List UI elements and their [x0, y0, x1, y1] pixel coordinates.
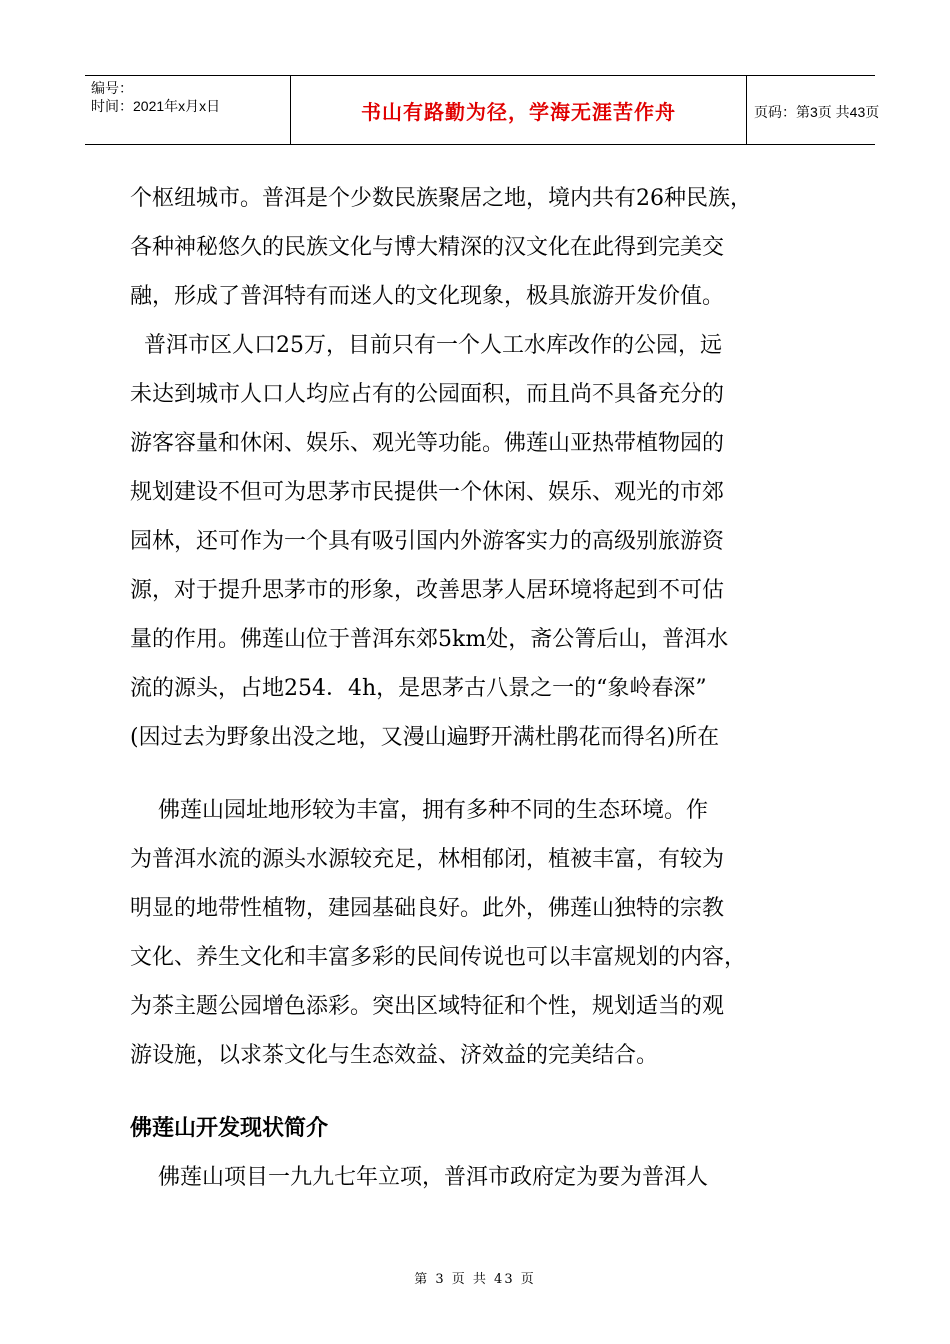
paragraph-1	[130, 174, 835, 321]
page-header	[85, 75, 880, 145]
text-line: 融，形成了普洱特有而迷人的文化现象，极具旅游开发价值。	[130, 284, 725, 309]
header-page-label: 页码：第3页 共43页	[754, 104, 880, 120]
document-body	[130, 174, 835, 1202]
text-line: 个枢纽城市。普洱是个少数民族聚居之地，境内共有26种民族，	[130, 186, 752, 211]
text-line: 量的作用。佛莲山位于普洱东郊5km处，斋公箐后山，普洱水	[130, 627, 729, 652]
paragraph-2	[130, 321, 835, 762]
text-line: 源，对于提升思茅市的形象，改善思茅人居环境将起到不可估	[130, 578, 725, 603]
text-line: (因过去为野象出没之地，又漫山遍野开满杜鹃花而得名)所在	[130, 725, 720, 750]
text-line: 流的源头，占地254．4h，是思茅古八景之一的“象岭春深”	[130, 676, 707, 701]
text-line: 为普洱水流的源头水源较充足，林相郁闭，植被丰富，有较为	[130, 847, 725, 872]
document-number-label: 编号：	[91, 80, 133, 96]
header-right-cell	[746, 76, 880, 144]
text-line: 佛莲山园址地形较为丰富，拥有多种不同的生态环境。作	[130, 798, 708, 823]
text-line: 为茶主题公园增色添彩。突出区域特征和个性，规划适当的观	[130, 994, 725, 1019]
text-line: 文化、养生文化和丰富多彩的民间传说也可以丰富规划的内容，	[130, 945, 747, 970]
paragraph-gap	[130, 762, 835, 786]
text-line: 游设施，以求茶文化与生态效益、济效益的完美结合。	[130, 1043, 659, 1068]
text-line: 游客容量和休闲、娱乐、观光等功能。佛莲山亚热带植物园的	[130, 431, 725, 456]
header-motto: 书山有路勤为径，学海无涯苦作舟	[361, 100, 676, 124]
text-line: 各种神秘悠久的民族文化与博大精深的汉文化在此得到完美交	[130, 235, 725, 260]
text-line: 园林，还可作为一个具有吸引国内外游客实力的高级别旅游资	[130, 529, 725, 554]
text-line: 规划建设不但可为思茅市民提供一个休闲、娱乐、观光的市郊	[130, 480, 725, 505]
text-line: 普洱市区人口25万，目前只有一个人工水库改作的公园，远	[130, 333, 722, 358]
paragraph-4	[130, 1153, 835, 1202]
document-time-label: 时间：2021年x月x日	[91, 98, 221, 114]
paragraph-3	[130, 786, 835, 1080]
page-footer: 第 3 页 共 43 页	[414, 1272, 536, 1287]
paragraph-gap	[130, 1080, 835, 1104]
text-line: 未达到城市人口人均应占有的公园面积，而且尚不具备充分的	[130, 382, 725, 407]
header-left-cell	[85, 76, 290, 144]
text-line: 明显的地带性植物，建园基础良好。此外，佛莲山独特的宗教	[130, 896, 725, 921]
text-line: 佛莲山项目一九九七年立项，普洱市政府定为要为普洱人	[130, 1165, 708, 1190]
header-middle-cell	[290, 76, 747, 144]
section-heading: 佛莲山开发现状简介	[130, 1116, 329, 1141]
